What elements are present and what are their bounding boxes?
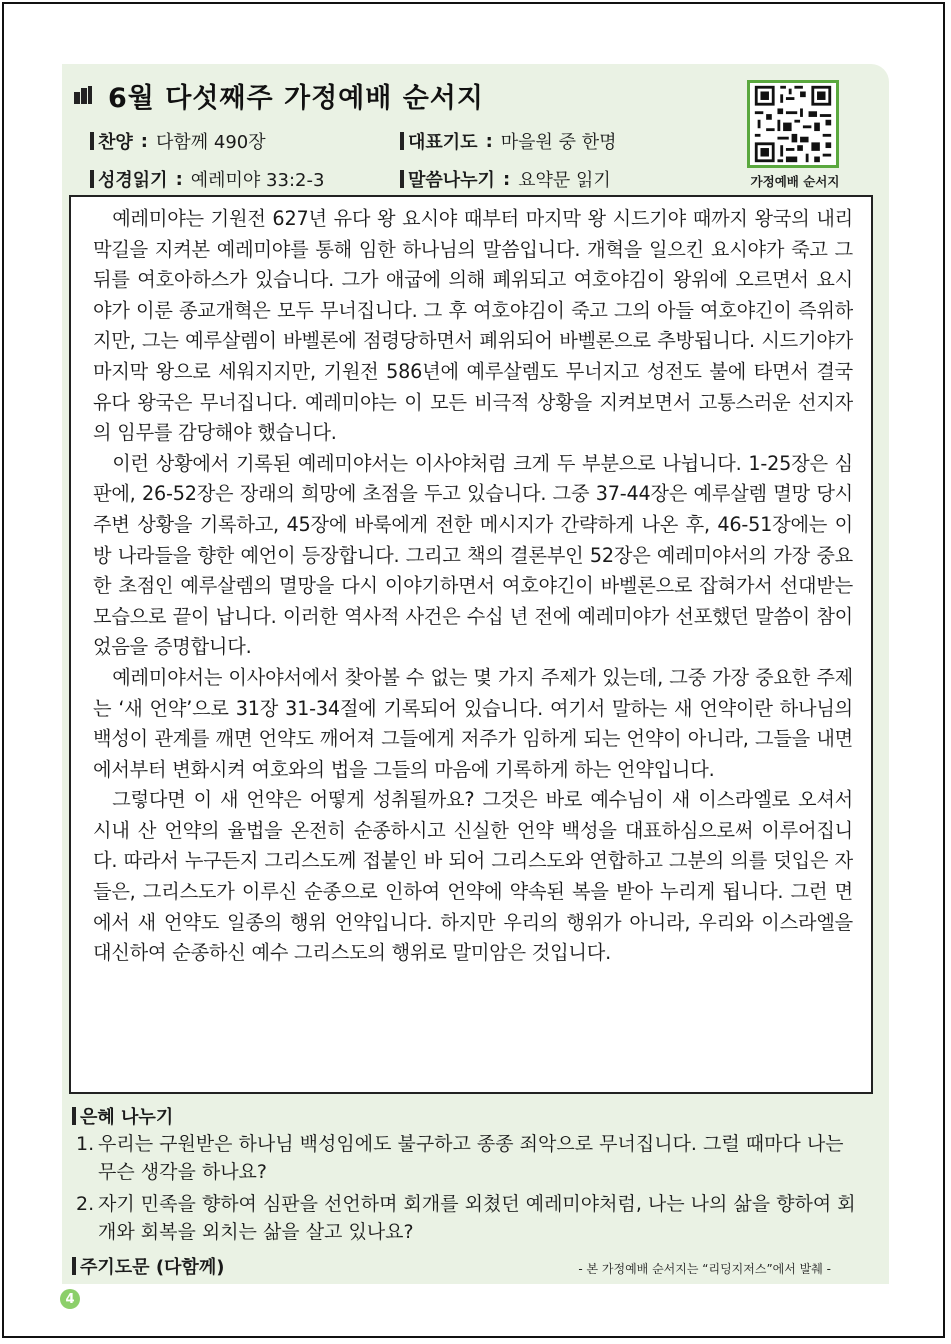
meta-colon: : (175, 168, 183, 190)
meta-value: 다함께 490장 (155, 132, 266, 153)
question-list (76, 1130, 866, 1250)
question-number: 1. (76, 1133, 95, 1155)
summary-paragraph: 예레미야는 기원전 627년 유다 왕 요시야 때부터 마지막 왕 시드기야 때까지 왕국의 내리막길을 지켜본 예레미야를 통해 임한 하나님의 말씀입니다. 개혁을 일으킨 요시야가 죽고 그 뒤를 여호아하스가 있습니다. 그가 애굽에 의해 폐위되고 여호야김이 왕위에 오르면서 요시야가 이룬 종교개혁은 모두 무너집니다. 그 후 여호야김이 죽고 그의 아들 여호야긴이 즉위하지만, 그는 예루살렘이 바벨론에 점령당하면서 폐위되어 바벨론으로 추방됩니다. 시드기야가 마지막 왕으로 세워지지만, 기원전 586년에 예루살렘도 무너지고 성전도 불에 타면서 결국 유다 왕국은 무너집니다. 예레미야는 이 모든 비극적 상황을 지켜보면서 고통스러운 선지자의 임무를 감당해야 했습니다. (93, 207, 853, 445)
qr-caption: 가정예배 순서지 (750, 174, 840, 189)
grace-heading (72, 1103, 173, 1129)
meta-colon: : (502, 168, 511, 190)
page-title: 6월 다섯째주 가정예배 순서지 (108, 83, 484, 114)
meta-value: 마을원 중 한명 (500, 132, 617, 153)
closing-heading-text: 주기도문 (다함께) (80, 1257, 225, 1278)
header (74, 76, 484, 115)
meta-colon: : (485, 130, 493, 152)
meta-value: 예레미야 33:2-3 (190, 170, 325, 191)
section-bar-icon (90, 132, 94, 150)
summary-paragraph: 예레미야서는 이사야서에서 찾아볼 수 없는 몇 가지 주제가 있는데, 그중 가장 중요한 주제는 ‘새 언약’으로 31장 31-34절에 기록되어 있습니다. 여기서 말하는 새 언약이란 하나님의 백성이 관계를 깨면 언약도 깨어져 그들에게 저주가 임하게 되는 언약이 아니라, 그들을 내면에서부터 변화시켜 여호와의 법을 그들의 마음에 기록하게 하는 언약입니다. (93, 665, 853, 781)
question-text: 자기 민족을 향하여 심판을 선언하며 회개를 외쳤던 예레미야처럼, 나는 나의 삶을 향하여 회개와 회복을 외치는 삶을 살고 있나요? (98, 1193, 856, 1243)
section-bar-icon (400, 170, 404, 188)
meta-sharing (400, 166, 611, 192)
summary-paragraph: 이런 상황에서 기록된 예레미야서는 이사야처럼 크게 두 부분으로 나뉩니다. 1-25장은 심판에, 26-52장은 장래의 희망에 초점을 두고 있습니다. 그중 37-44장은 예루살렘 멸망 당시 주변 상황을 기록하고, 45장에 바룩에게 전한 메시지가 간략하게 나온 후, 46-51장에는 이방 나라들을 향한 예언이 등장합니다. 그리고 책의 결론부인 52장은 예레미야서의 가장 중요한 초점인 예루살렘의 멸망을 다시 이야기하면서 여호야긴이 바벨론으로 잡혀가서 선대받는 모습으로 끝이 납니다. 이러한 역사적 사건은 수십 년 전에 예레미야가 선포했던 말씀이 참이었음을 증명합니다. (93, 451, 853, 659)
question-item (76, 1130, 866, 1186)
summary-paragraph: 그렇다면 이 새 언약은 어떻게 성취될까요? 그것은 바로 예수님이 새 이스라엘로 오셔서 시내 산 언약의 율법을 온전히 순종하시고 신실한 언약 백성을 대표하심으로써 이루어집니다. 따라서 누구든지 그리스도께 접붙인 바 되어 그리스도와 연합하고 그분의 의를 덧입은 자들은, 그리스도가 이루신 순종으로 인하여 언약에 약속된 복을 받아 누리게 됩니다. 그런 면에서 새 언약도 일종의 행위 언약입니다. 하지만 우리의 행위가 아니라, 우리와 이스라엘을 대신하여 순종하신 예수 그리스도의 행위로 말미암은 것입니다. (93, 788, 853, 965)
meta-label: 대표기도 (408, 132, 478, 153)
meta-prayer (400, 128, 617, 154)
meta-value: 요약문 읽기 (518, 170, 611, 191)
page-number-badge: 4 (60, 1289, 80, 1309)
question-number: 2. (76, 1193, 95, 1215)
meta-colon: : (140, 130, 148, 152)
bar-chart-icon (74, 86, 92, 106)
section-bar-icon (400, 132, 404, 150)
meta-label: 찬양 (98, 132, 133, 153)
source-credit: - 본 가정예배 순서지는 “리딩지저스”에서 발췌 - (578, 1262, 831, 1276)
question-item (76, 1190, 866, 1246)
grace-heading-text: 은혜 나누기 (80, 1107, 174, 1128)
meta-reading (90, 166, 324, 192)
qr-code[interactable] (747, 80, 839, 168)
section-bar-icon (90, 170, 94, 188)
meta-label: 말씀나누기 (408, 170, 495, 191)
meta-label: 성경읽기 (98, 170, 168, 191)
closing-heading (72, 1253, 224, 1279)
qr-code-icon (750, 83, 836, 165)
summary-box (69, 195, 873, 1094)
question-text: 우리는 구원받은 하나님 백성임에도 불구하고 종종 죄악으로 무너집니다. 그럴 때마다 나는 무슨 생각을 하나요? (98, 1133, 844, 1183)
section-bar-icon (72, 1257, 76, 1275)
section-bar-icon (72, 1107, 76, 1125)
meta-hymn (90, 128, 266, 154)
